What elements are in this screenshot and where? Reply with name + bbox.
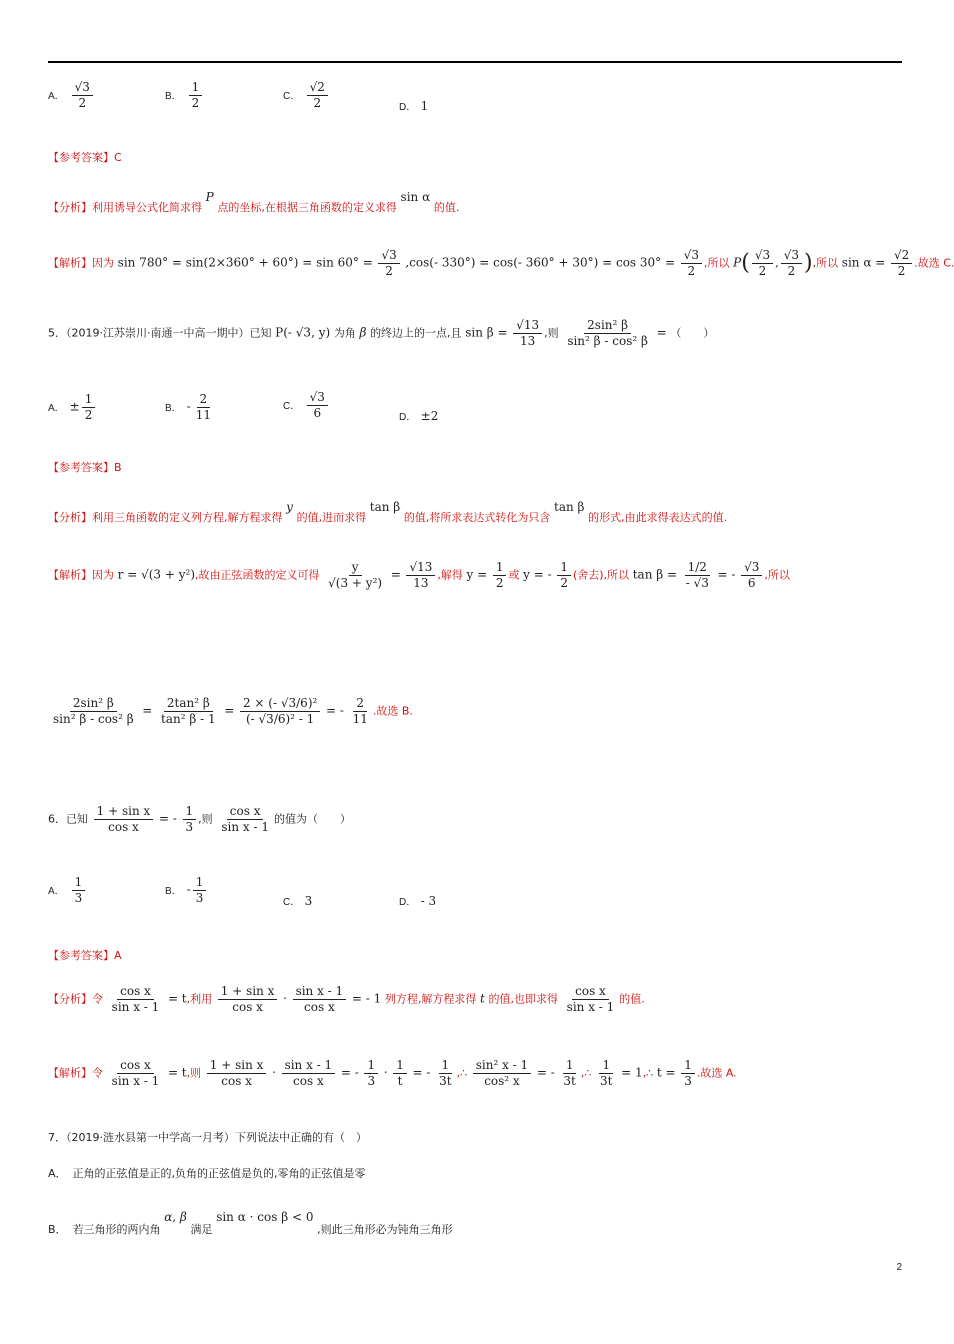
q7-option-b: B． 若三角形的两内角 α, β 满足 sin α · cos β < 0 ,则此三角形必为钝角三角形 [48,1210,453,1236]
header-rule [48,61,902,63]
q5-solution-final: $\frac{\text{2sin² β}}{\text{sin² β - cos² β}}$ = $\frac{\text{2tan² β}}{\text{tan² β - 1}}$ = $\frac{\text{2 × (- √3/6)²}}{\text{(- √3/6)² - 1}}$ = - $\frac{2}{11}$ .故选 B. [53,696,413,726]
q6-option-d: D． - 3 [399,894,437,908]
q4-answer: 【参考答案】C [48,151,122,164]
q6-option-a: A． $\frac{1}{3}$ [48,875,87,906]
q4-option-b: B． $\frac{1}{2}$ [165,80,204,111]
q6-question: 6．已知 $\frac{\text{1 + sin x}}{\text{cos x}}$ = - $\frac{1}{3}$ ,则 $\frac{\text{cos x}}{\text{sin x - 1}}$ 的值为（ ） [48,804,351,834]
q4-option-a: A． $\frac{√3}{2}$ [48,80,95,111]
q4-option-c: C． $\frac{√2}{2}$ [283,80,330,111]
q5-option-d: D． ±2 [399,409,439,423]
q6-solution: 【解析】令 $\frac{\text{cos x}}{\text{sin x - 1}}$ = t,则 $\frac{\text{1 + sin x}}{\text{cos x}}$ · $\frac{\text{sin x - 1}}{\text{cos x}}$ = - $\frac{1}{3}$ · $\frac{1}{t}$ = - $\frac{1}{3t}$ ,∴ $\frac{\text{sin² x - 1}}{\text{cos² x}}$ = - $\frac{1}{3t}$ ,∴ $\frac{1}{3t}$ = 1,∴ t = $\frac{1}{3}$ .故选 A. [48,1058,737,1088]
q7-question: 7．（2019·涟水县第一中学高一月考）下列说法中正确的有（ ） [48,1131,367,1144]
q5-question: 5．（2019·江苏崇川·南通一中高一期中）已知 P(- √3, y) 为角 β 的终边上的一点,且 sin β = $\frac{√13}{13}$ ,则 $\frac{\text{2sin² β}}{\text{sin² β - cos² β}}$ = （ ） [48,318,715,348]
q5-option-a: A． ± $\frac{1}{2}$ [48,392,97,423]
q5-option-c: C． $\frac{√3}{6}$ [283,390,330,421]
q6-option-c: C． 3 [283,894,313,908]
q6-option-b: B． - $\frac{1}{3}$ [165,875,208,906]
q5-answer: 【参考答案】B [48,461,122,474]
q6-analysis: 【分析】令 $\frac{\text{cos x}}{\text{sin x - 1}}$ = t,利用 $\frac{\text{1 + sin x}}{\text{cos x}}$ · $\frac{\text{sin x - 1}}{\text{cos x}}$ = - 1 列方程,解方程求得 t 的值,也即求得 $\frac{\text{cos x}}{\text{sin x - 1}}$ 的值. [48,984,645,1014]
q7-option-a: A． 正角的正弦值是正的,负角的正弦值是负的,零角的正弦值是零 [48,1167,366,1180]
q4-option-d: D． 1 [399,99,429,113]
q4-analysis: 【分析】利用诱导公式化简求得 P 点的坐标,在根据三角函数的定义求得 sin α 的值. [48,190,460,214]
q4-solution: 【解析】因为 sin 780° = sin(2×360° + 60°) = sin 60° = $\frac{√3}{2}$ ,cos(- 330°) = cos(- 360° + 30°) = cos 30° = $\frac{√3}{2}$ ,所以 P( $\frac{√3}{2}$ , $\frac{√3}{2}$ ),所以 sin α = $\frac{√2}{2}$ .故选 C. [48,248,954,278]
page-number: 2 [896,1262,902,1273]
q5-option-b: B． - $\frac{2}{11}$ [165,392,211,422]
q5-solution: 【解析】因为 r = √(3 + y²),故由正弦函数的定义可得 $\frac{y}{\text{√(3 + y²)}}$ = $\frac{√13}{13}$ ,解得 y = $\frac{1}{2}$ 或 y = - $\frac{1}{2}$ (舍去),所以 tan β = $\frac{1/2}{- √3}$ = - $\frac{√3}{6}$ ,所以 [48,560,790,590]
q6-answer: 【参考答案】A [48,949,122,962]
q5-analysis: 【分析】利用三角函数的定义列方程,解方程求得 y 的值,进而求得 tan β 的值,将所求表达式转化为只含 tan β 的形式,由此求得表达式的值. [48,500,728,524]
